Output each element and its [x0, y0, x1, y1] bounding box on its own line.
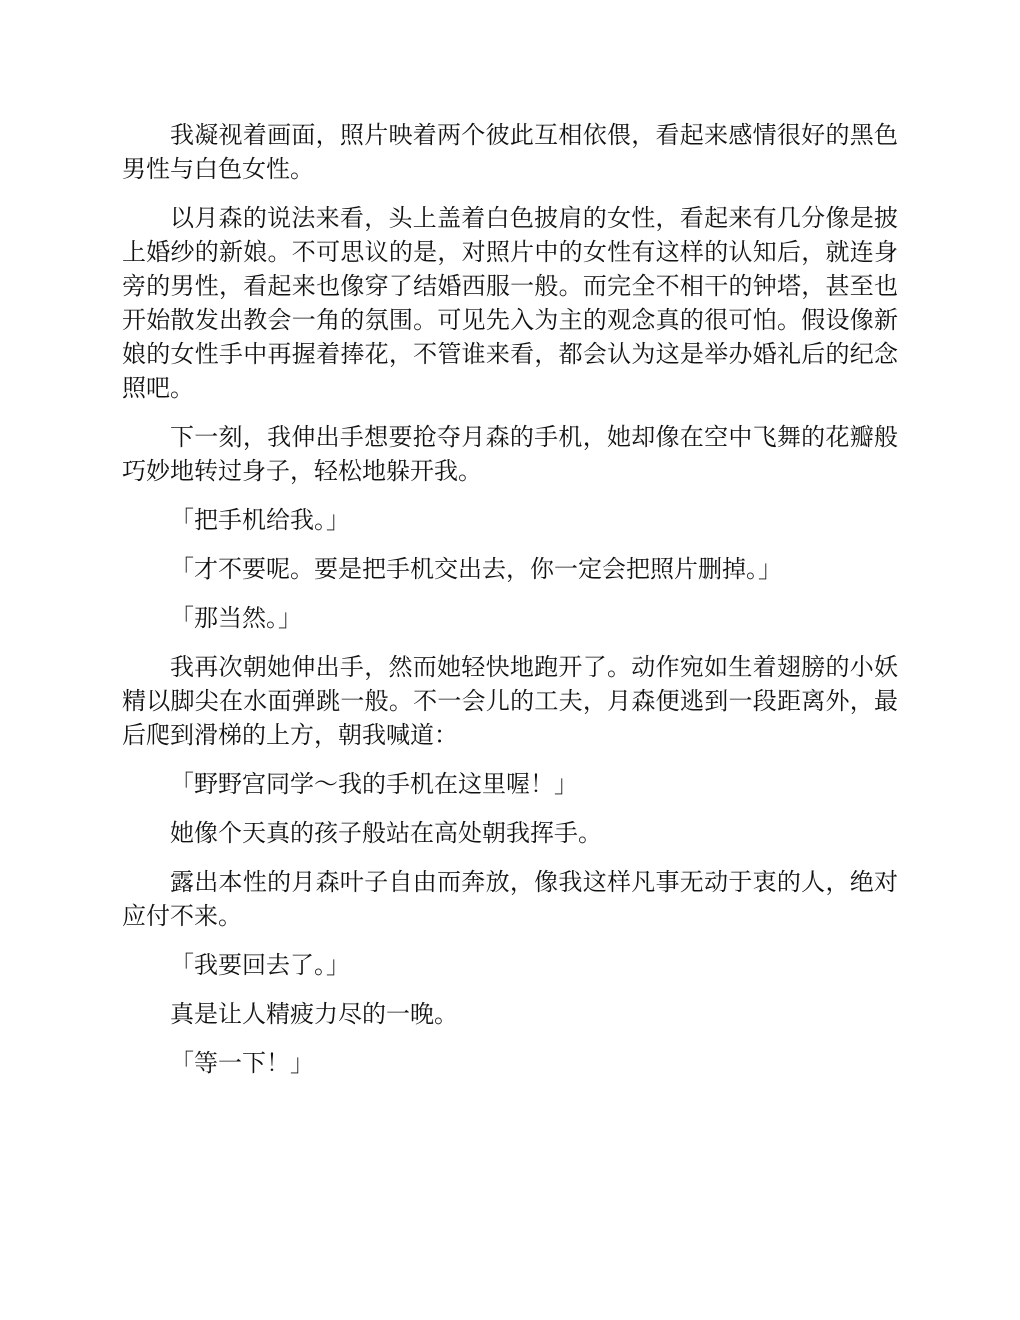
paragraph-10: 露出本性的月森叶子自由而奔放，像我这样凡事无动于衷的人，绝对应付不来。: [122, 868, 898, 930]
paragraph-8: 「野野宫同学～我的手机在这里喔！」: [170, 770, 578, 798]
paragraph-11: 「我要回去了。」: [170, 951, 350, 979]
paragraph-12: 真是让人精疲力尽的一晚。: [170, 1000, 458, 1028]
paragraph-3: 下一刻，我伸出手想要抢夺月森的手机，她却像在空中飞舞的花瓣般巧妙地转过身子，轻松地躲开我。: [122, 423, 898, 485]
paragraph-2: 以月森的说法来看，头上盖着白色披肩的女性，看起来有几分像是披上婚纱的新娘。不可思议的是，对照片中的女性有这样的认知后，就连身旁的男性，看起来也像穿了结婚西服一般。而完全不相干的钟塔，甚至也开始散发出教会一角的氛围。可见先入为主的观念真的很可怕。假设像新娘的女性手中再握着捧花，不管谁来看，都会认为这是举办婚礼后的纪念照吧。: [122, 204, 898, 402]
paragraph-1: 我凝视着画面，照片映着两个彼此互相依偎，看起来感情很好的黑色男性与白色女性。: [122, 121, 898, 183]
paragraph-13: 「等一下！」: [170, 1049, 314, 1077]
paragraph-6: 「那当然。」: [170, 604, 302, 632]
body-text: [122, 118, 898, 1095]
paragraph-4: 「把手机给我。」: [170, 506, 350, 534]
paragraph-7: 我再次朝她伸出手，然而她轻快地跑开了。动作宛如生着翅膀的小妖精以脚尖在水面弹跳一般。不一会儿的工夫，月森便逃到一段距离外，最后爬到滑梯的上方，朝我喊道：: [122, 653, 898, 749]
paragraph-5: 「才不要呢。要是把手机交出去，你一定会把照片删掉。」: [170, 555, 782, 583]
paragraph-9: 她像个天真的孩子般站在高处朝我挥手。: [170, 819, 602, 847]
